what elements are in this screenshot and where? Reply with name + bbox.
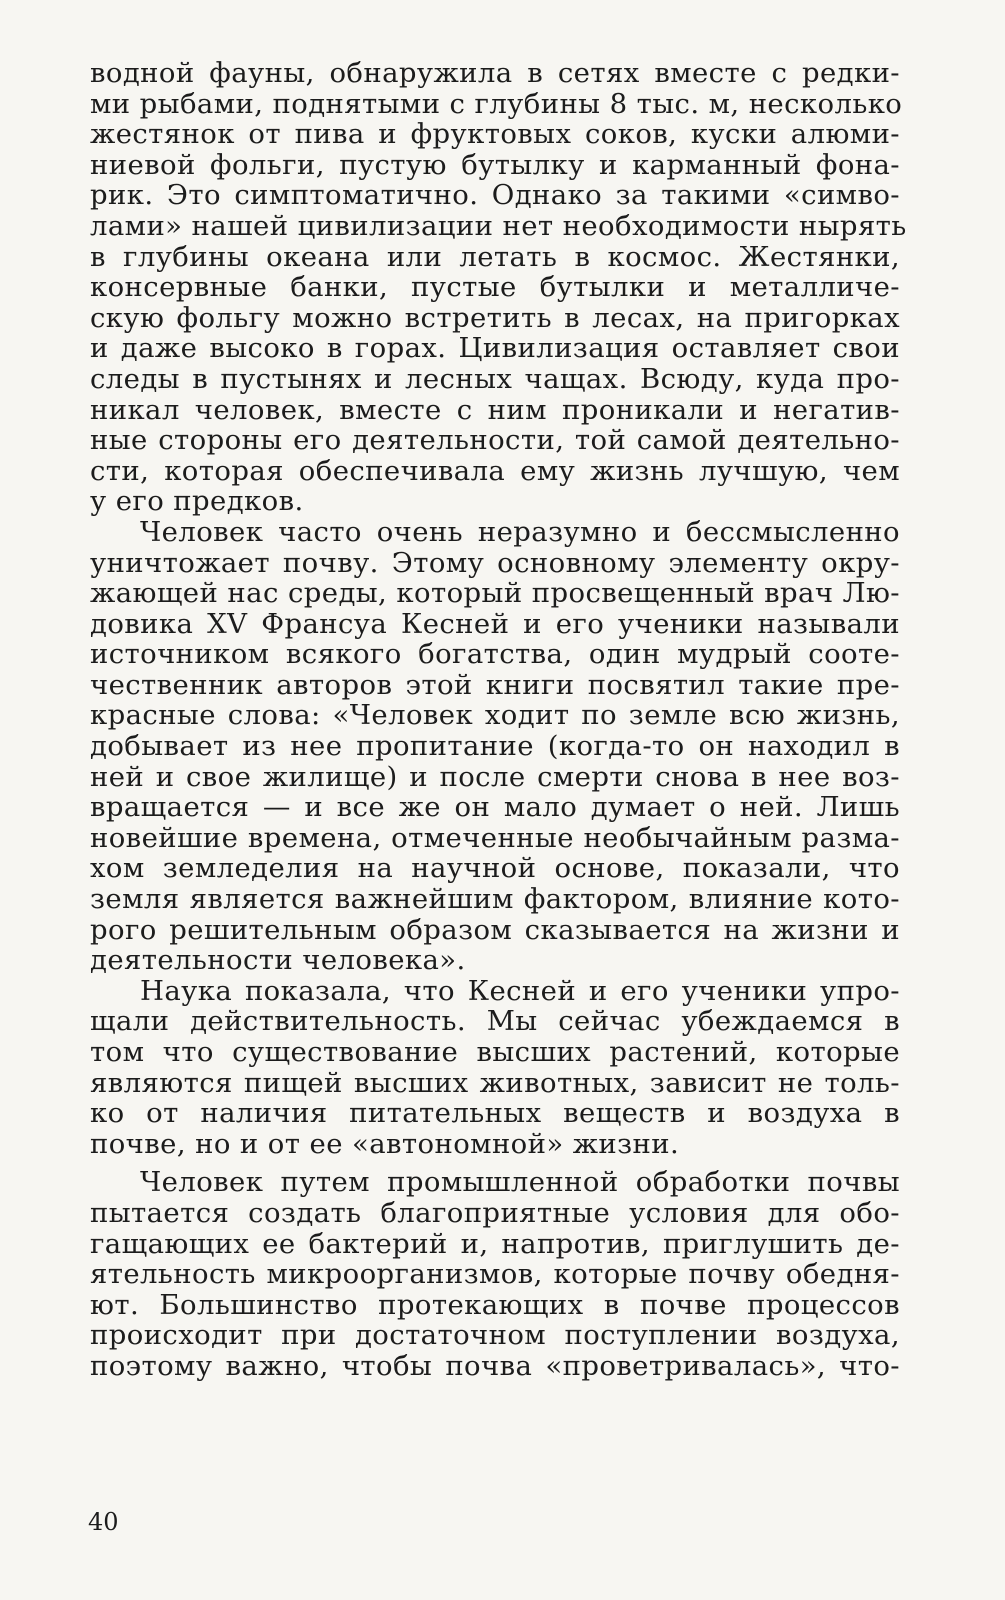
paragraph — [90, 976, 900, 1160]
text-line: лами» нашей цивилизации нет необходимости нырять — [90, 209, 907, 242]
text-line: ные стороны его деятельности, той самой деятельно- — [90, 424, 900, 457]
text-line: никал человек, вместе с ним проникали и негатив- — [90, 393, 900, 426]
text-line: поэтому важно, чтобы почва «проветривалась», что- — [90, 1349, 900, 1382]
text-line: земля является важнейшим фактором, влияние кото- — [90, 883, 900, 916]
text-line: чественник авторов этой книги посвятил такие пре- — [90, 668, 900, 701]
paragraph — [90, 517, 900, 976]
text-line: источником всякого богатства, один мудрый сооте- — [90, 638, 900, 671]
text-line: довика XV Франсуа Кесней и его ученики называли — [90, 607, 900, 640]
text-line: щали действительность. Мы сейчас убеждаемся в — [90, 1005, 900, 1038]
text-line: новейшие времена, отмеченные необычайным разма- — [90, 821, 900, 854]
text-line: скую фольгу можно встретить в лесах, на пригорках — [90, 301, 900, 334]
text-line: ют. Большинство протекающих в почве процессов — [90, 1288, 900, 1321]
text-line: деятельности человека». — [90, 944, 466, 977]
text-line: жающей нас среды, который просвещенный врач Лю- — [90, 577, 900, 610]
text-line: Человек путем промышленной обработки почвы — [140, 1166, 900, 1199]
text-line: вращается — и все же он мало думает о ней. Лишь — [90, 791, 900, 824]
text-line: сти, которая обеспечивала ему жизнь лучшую, чем — [90, 454, 900, 487]
text-line: у его предков. — [90, 485, 304, 518]
text-line: ниевой фольги, пустую бутылку и карманный фона- — [90, 148, 900, 181]
text-line: хом земледелия на научной основе, показали, что — [90, 852, 900, 885]
text-line: гащающих ее бактерий и, напротив, приглушить де- — [90, 1227, 900, 1260]
text-line: следы в пустынях и лесных чащах. Всюду, куда про- — [90, 362, 900, 395]
text-line: том что существование высших растений, которые — [90, 1036, 900, 1068]
text-line: являются пищей высших животных, зависит не толь- — [90, 1066, 900, 1099]
text-line: ми рыбами, поднятыми с глубины 8 тыс. м, несколько — [90, 87, 903, 120]
page-body — [90, 57, 907, 1382]
text-line: добывает из нее пропитание (когда-то он находил в — [90, 730, 900, 763]
text-line: почве, но и от ее «автономной» жизни. — [90, 1127, 680, 1160]
text-line: ко от наличия питательных веществ и воздуха в — [90, 1097, 900, 1130]
text-line: Наука показала, что Кесней и его ученики упро- — [140, 974, 900, 1007]
text-line: происходит при достаточном поступлении воздуха, — [90, 1319, 900, 1352]
text-line: пытается создать благоприятные условия для обо- — [90, 1196, 900, 1229]
paragraph — [90, 1167, 900, 1381]
text-line: уничтожает почву. Этому основному элементу окру- — [90, 546, 900, 579]
text-line: и даже высоко в горах. Цивилизация оставляет свои — [90, 332, 900, 365]
text-line: Человек часто очень неразумно и бессмысленно — [140, 515, 900, 548]
text-line: рого решительным образом сказывается на жизни и — [90, 913, 900, 946]
text-line: консервные банки, пустые бутылки и металличе- — [90, 271, 900, 304]
text-line: в глубины океана или летать в космос. Жестянки, — [90, 240, 900, 273]
text-line: рик. Это симптоматично. Однако за такими «симво- — [90, 179, 900, 212]
text-line: водной фауны, обнаружила в сетях вместе с редки- — [90, 57, 900, 89]
text-line: ней и свое жилище) и после смерти снова в нее воз- — [90, 760, 900, 793]
text-line: жестянок от пива и фруктовых соков, куски алюми- — [90, 118, 900, 151]
paragraph — [90, 57, 907, 518]
text-line: ятельность микроорганизмов, которые почву обедня- — [90, 1258, 900, 1291]
page-number: 40 — [88, 1508, 119, 1536]
text-line: красные слова: «Человек ходит по земле всю жизнь, — [90, 699, 900, 732]
